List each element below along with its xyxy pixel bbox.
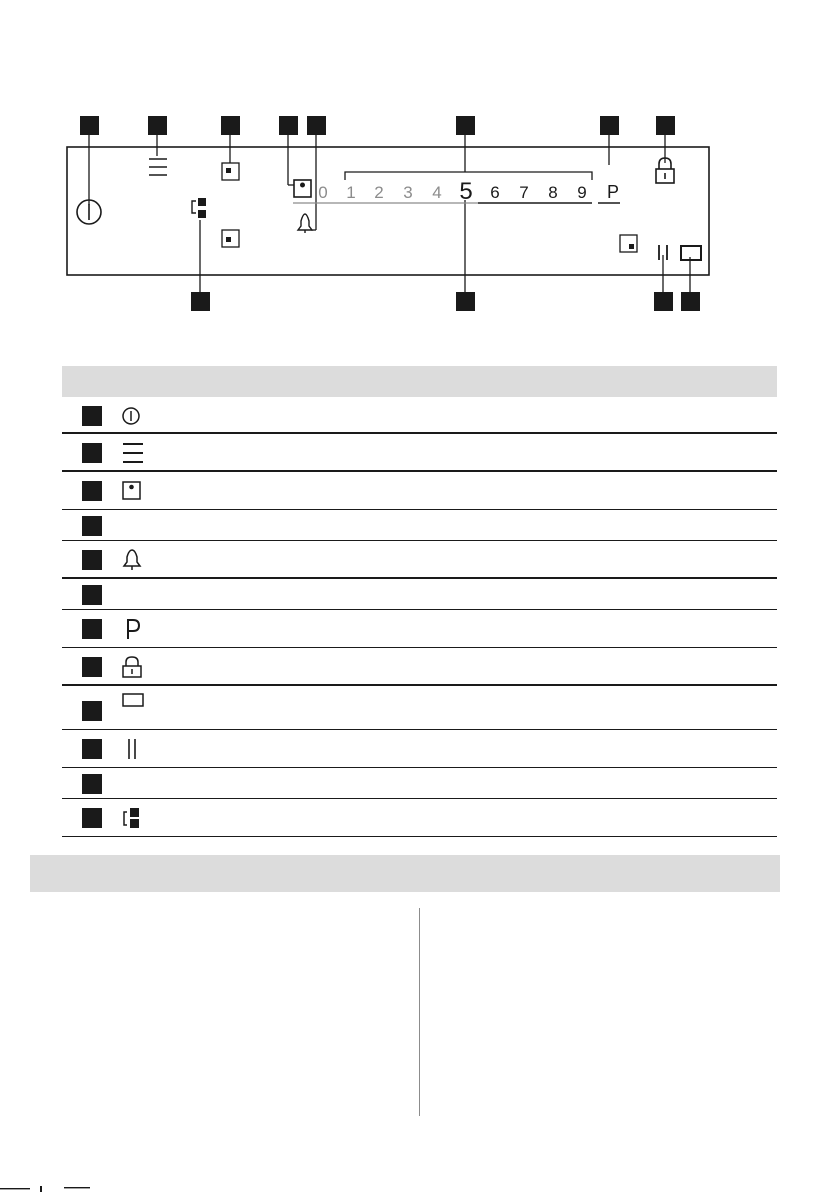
scale-digit[interactable]: 4 xyxy=(432,183,442,202)
bridge-icon xyxy=(122,807,148,829)
scale-digit[interactable]: 6 xyxy=(490,183,500,202)
callout-marker xyxy=(456,292,475,311)
callout-marker xyxy=(600,116,619,135)
callout-marker xyxy=(148,116,167,135)
control-panel-diagram xyxy=(0,0,840,340)
callout-marker xyxy=(82,657,102,677)
scale-digit[interactable]: 8 xyxy=(548,183,558,202)
scale-digit[interactable]: 2 xyxy=(374,183,384,202)
cooking-zone-icon[interactable] xyxy=(222,230,239,247)
callout-marker xyxy=(82,774,102,794)
scale-digit[interactable]: 7 xyxy=(519,183,529,202)
bell-icon[interactable] xyxy=(298,214,312,233)
callout-marker xyxy=(82,443,102,463)
column-divider xyxy=(419,908,420,1116)
table-row xyxy=(62,730,777,768)
rectangle-icon[interactable] xyxy=(681,246,701,260)
timer-zone-icon[interactable] xyxy=(294,180,311,197)
top-callouts xyxy=(80,116,675,135)
table-row xyxy=(62,434,777,472)
table-row xyxy=(62,686,777,730)
callout-marker xyxy=(82,481,102,501)
callout-marker xyxy=(82,585,102,605)
cooking-zone-icon xyxy=(122,480,148,502)
callout-marker xyxy=(191,292,210,311)
scale-digit[interactable]: 5 xyxy=(459,178,473,205)
power-scale[interactable] xyxy=(293,172,620,205)
callout-marker xyxy=(82,406,102,426)
pause-bars-icon xyxy=(122,738,148,760)
table-row xyxy=(62,472,777,510)
table-row xyxy=(62,579,777,610)
callout-marker xyxy=(82,516,102,536)
callout-marker xyxy=(221,116,240,135)
callout-marker xyxy=(307,116,326,135)
callout-marker xyxy=(82,619,102,639)
rectangle-icon xyxy=(122,691,148,713)
callout-marker xyxy=(681,292,700,311)
section-header xyxy=(30,855,780,892)
leader-lines xyxy=(89,135,690,292)
cooking-zone-icon[interactable] xyxy=(620,235,637,252)
scale-digit[interactable]: 1 xyxy=(346,183,356,202)
scale-digits xyxy=(318,178,586,205)
footer-mark xyxy=(0,1186,96,1192)
table-row xyxy=(62,610,777,648)
callout-marker xyxy=(82,808,102,828)
table-row xyxy=(62,541,777,579)
scale-digit[interactable]: 9 xyxy=(577,183,587,202)
padlock-icon xyxy=(122,656,148,678)
callout-marker xyxy=(656,116,675,135)
callout-marker xyxy=(82,739,102,759)
scale-digit[interactable]: 3 xyxy=(403,183,413,202)
bell-icon xyxy=(122,549,148,571)
callout-marker xyxy=(80,116,99,135)
callout-marker xyxy=(82,550,102,570)
key-table xyxy=(62,397,777,837)
table-row xyxy=(62,768,777,799)
table-header xyxy=(62,366,777,397)
menu-lines-icon xyxy=(122,442,148,464)
power-icon xyxy=(122,405,148,427)
callout-marker xyxy=(82,701,102,721)
boost-label[interactable]: P xyxy=(606,182,620,202)
table-row xyxy=(62,799,777,837)
callout-marker xyxy=(279,116,298,135)
callout-marker xyxy=(456,116,475,135)
boost-p-icon xyxy=(122,618,148,640)
menu-lines-icon[interactable] xyxy=(149,159,167,175)
bridge-icon[interactable] xyxy=(192,198,206,218)
cooking-zone-icon[interactable] xyxy=(222,163,239,180)
scale-digit[interactable]: 0 xyxy=(318,183,328,202)
bottom-callouts xyxy=(191,292,700,311)
table-row xyxy=(62,397,777,434)
callout-marker xyxy=(654,292,673,311)
table-row xyxy=(62,510,777,541)
table-row xyxy=(62,648,777,686)
